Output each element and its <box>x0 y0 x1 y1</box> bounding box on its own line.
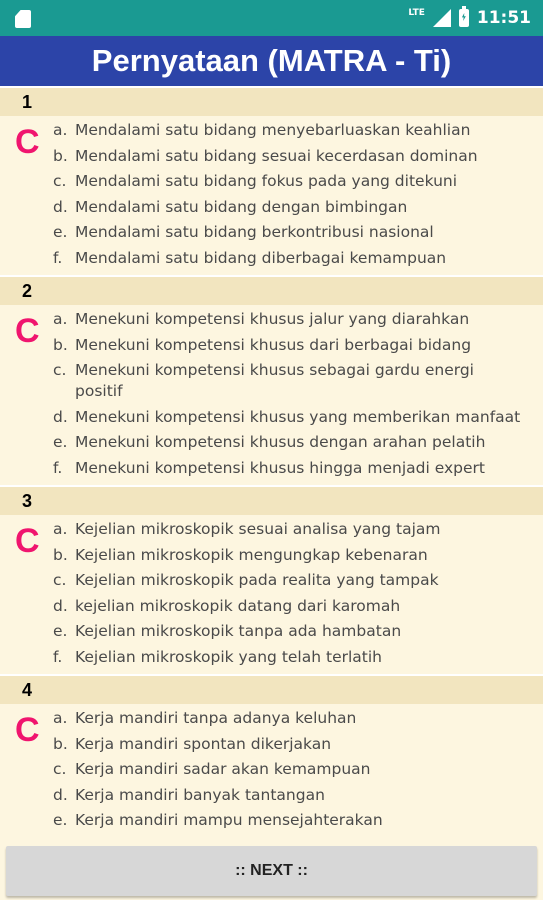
question-body <box>0 704 543 836</box>
option-text: Kerja mandiri sadar akan kemampuan <box>75 760 371 778</box>
option-text: Kerja mandiri banyak tantangan <box>75 785 325 804</box>
option-text: Mendalami satu bidang fokus pada yang ditekuni <box>75 172 458 190</box>
option-text: Mendalami satu bidang berkontribusi nasional <box>75 223 434 241</box>
questions-list[interactable] <box>0 86 543 836</box>
option-key: a. <box>53 709 68 727</box>
option-text: Kerja mandiri spontan dikerjakan <box>75 734 332 753</box>
option-key: d. <box>53 197 68 216</box>
question-block <box>0 86 543 275</box>
option-key: b. <box>53 335 68 354</box>
option-item[interactable] <box>53 360 523 402</box>
question-body <box>0 116 543 275</box>
option-key: c. <box>53 361 67 379</box>
option-key: f. <box>53 248 63 267</box>
option-text: Mendalami satu bidang diberbagai kemampuan <box>75 248 447 267</box>
status-bar <box>0 0 543 36</box>
option-text: Menekuni kompetensi khusus hingga menjadi expert <box>75 458 485 477</box>
option-key: e. <box>53 811 68 829</box>
option-item[interactable] <box>53 734 523 755</box>
option-item[interactable] <box>53 810 523 831</box>
option-item[interactable] <box>53 407 523 428</box>
sd-card-icon <box>15 10 31 28</box>
option-key: e. <box>53 622 68 640</box>
option-text: Mendalami satu bidang menyebarluaskan keahlian <box>75 121 471 139</box>
option-text: Mendalami satu bidang sesuai kecerdasan dominan <box>75 146 478 165</box>
option-key: e. <box>53 223 68 241</box>
option-key: c. <box>53 172 67 190</box>
option-item[interactable] <box>53 171 523 192</box>
option-text: Menekuni kompetensi khusus jalur yang diarahkan <box>75 310 470 328</box>
option-key: f. <box>53 458 63 477</box>
selected-answer-letter: C <box>15 522 40 560</box>
option-text: Mendalami satu bidang dengan bimbingan <box>75 197 408 216</box>
option-item[interactable] <box>53 197 523 218</box>
option-item[interactable] <box>53 647 523 668</box>
selected-answer-letter: C <box>15 312 40 350</box>
question-number-header: 2 <box>0 275 543 305</box>
option-item[interactable] <box>53 596 523 617</box>
question-block <box>0 485 543 674</box>
option-text: Kejelian mikroskopik tanpa ada hambatan <box>75 622 402 640</box>
option-key: c. <box>53 760 67 778</box>
option-item[interactable] <box>53 309 523 330</box>
option-text: Kerja mandiri mampu mensejahterakan <box>75 811 383 829</box>
option-key: f. <box>53 647 63 666</box>
option-text: Menekuni kompetensi khusus sebagai gardu energi positif <box>75 361 474 400</box>
option-list <box>0 519 543 668</box>
option-item[interactable] <box>53 621 523 642</box>
question-body <box>0 515 543 674</box>
option-text: kejelian mikroskopik datang dari karomah <box>75 596 401 615</box>
option-item[interactable] <box>53 146 523 167</box>
title-bar <box>0 36 543 86</box>
question-block <box>0 674 543 836</box>
option-text: Kejelian mikroskopik mengungkap kebenaran <box>75 545 428 564</box>
option-item[interactable] <box>53 458 523 479</box>
option-key: a. <box>53 310 68 328</box>
question-body <box>0 305 543 485</box>
option-key: b. <box>53 545 68 564</box>
option-text: Kejelian mikroskopik yang telah terlatih <box>75 647 382 666</box>
option-list <box>0 309 543 479</box>
option-text: Menekuni kompetensi khusus dari berbagai bidang <box>75 335 472 354</box>
option-item[interactable] <box>53 570 523 591</box>
option-list <box>0 708 543 831</box>
option-item[interactable] <box>53 335 523 356</box>
option-key: c. <box>53 571 67 589</box>
question-number-header: 3 <box>0 485 543 515</box>
option-key: b. <box>53 734 68 753</box>
option-text: Kerja mandiri tanpa adanya keluhan <box>75 709 357 727</box>
signal-icon <box>433 9 451 27</box>
status-clock: 11:51 <box>476 8 531 28</box>
network-type-label: LTE <box>408 7 425 18</box>
question-number-header: 4 <box>0 674 543 704</box>
option-text: Kejelian mikroskopik pada realita yang tampak <box>75 571 439 589</box>
next-button[interactable]: :: NEXT :: <box>6 846 537 896</box>
option-item[interactable] <box>53 759 523 780</box>
option-list <box>0 120 543 269</box>
option-item[interactable] <box>53 248 523 269</box>
question-block <box>0 275 543 485</box>
option-text: Menekuni kompetensi khusus yang memberikan manfaat <box>75 407 521 426</box>
option-item[interactable] <box>53 222 523 243</box>
question-number-header: 1 <box>0 86 543 116</box>
selected-answer-letter: C <box>15 123 40 161</box>
bottom-bar <box>0 836 543 900</box>
option-item[interactable] <box>53 519 523 540</box>
option-text: Kejelian mikroskopik sesuai analisa yang tajam <box>75 520 441 538</box>
option-key: d. <box>53 785 68 804</box>
option-key: d. <box>53 596 68 615</box>
option-key: e. <box>53 433 68 451</box>
option-text: Menekuni kompetensi khusus dengan arahan pelatih <box>75 433 486 451</box>
option-key: a. <box>53 121 68 139</box>
option-item[interactable] <box>53 120 523 141</box>
option-item[interactable] <box>53 785 523 806</box>
option-key: a. <box>53 520 68 538</box>
option-item[interactable] <box>53 708 523 729</box>
selected-answer-letter: C <box>15 711 40 749</box>
option-key: b. <box>53 146 68 165</box>
option-key: d. <box>53 407 68 426</box>
page-title: Pernyataan (MATRA - Ti) <box>91 43 452 78</box>
battery-charging-icon <box>459 9 469 27</box>
option-item[interactable] <box>53 545 523 566</box>
option-item[interactable] <box>53 432 523 453</box>
